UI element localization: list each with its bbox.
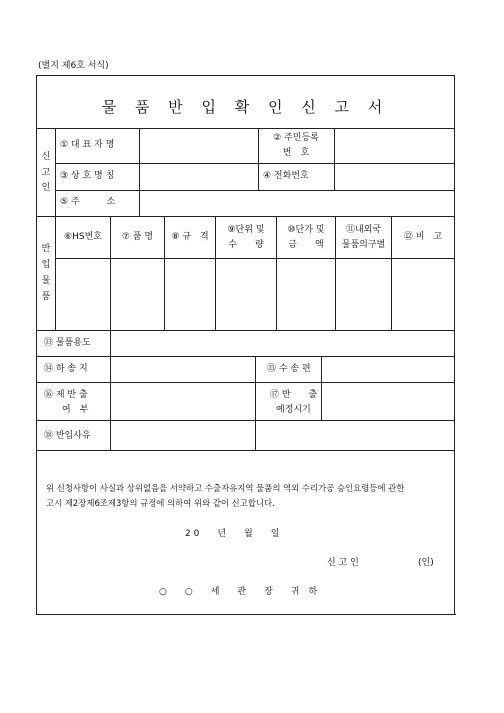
- origin-type-header: ⑪내외국: [345, 225, 382, 235]
- address-field[interactable]: [140, 191, 453, 216]
- origin-type-header-2: 물품의구별: [341, 240, 386, 250]
- transport-field[interactable]: [322, 357, 454, 382]
- company-label: ③ 상 호 명 칭: [60, 171, 115, 181]
- usage-label: ⑬ 물품용도: [44, 338, 91, 348]
- form-title: 물 품 반 입 확 인 신 고 서: [101, 98, 390, 116]
- addressee: ○ ○ 세 관 장 귀 하: [159, 587, 318, 597]
- seal-mark: (인): [418, 558, 434, 568]
- reexport-field[interactable]: [111, 383, 255, 420]
- goods-entry-area[interactable]: [56, 259, 454, 330]
- usage-field[interactable]: [111, 331, 454, 356]
- unit-qty-header-2: 수 량: [228, 240, 264, 250]
- declaration-line-1: 위 신청사항이 사실과 상위없음을 서약하고 수출자유지역 물품의 역외 수리가공 승인요령등에 관한: [46, 483, 405, 493]
- form-reference: (별지 제6호 서식): [38, 61, 109, 71]
- reg-no-label-2: 번 호: [282, 148, 310, 158]
- destination-label: ⑭ 하 송 지: [44, 364, 88, 374]
- unit-qty-header: ⑨단위 및: [227, 225, 265, 235]
- phone-label: ④ 전화번호: [263, 171, 309, 181]
- signer-label: 신 고 인: [327, 558, 359, 568]
- item-name-header: ⑦ 품 명: [121, 232, 154, 242]
- company-field[interactable]: [140, 164, 257, 190]
- rep-name-label: ① 대 표 자 명: [60, 140, 115, 150]
- planned-date-label: ⑰ 반 출: [270, 390, 318, 400]
- address-label: ⑤ 주 소: [60, 197, 116, 207]
- reg-no-label: ② 주민등록: [273, 133, 319, 143]
- destination-field[interactable]: [111, 357, 255, 382]
- price-amount-header: ⑩단가 및: [287, 225, 325, 235]
- reexport-label-2: 여 부: [62, 405, 89, 415]
- phone-field[interactable]: [335, 164, 453, 190]
- declaration-date: 2 0 년 월 일: [185, 529, 280, 539]
- planned-date-label-2: 예정시기: [276, 405, 311, 415]
- transport-label: ⑮ 수 송 편: [267, 364, 311, 374]
- reexport-label: ⑯ 제 반 출: [44, 390, 88, 400]
- spec-header: ⑧ 규 격: [171, 232, 209, 242]
- remarks-header: ⑫ 비 고: [403, 232, 443, 242]
- price-amount-header-2: 금 액: [288, 240, 324, 250]
- planned-date-field[interactable]: [322, 383, 454, 420]
- reason-label: ⑱ 반입사유: [44, 431, 91, 441]
- reason-field[interactable]: [111, 421, 255, 450]
- rep-name-field[interactable]: [140, 129, 257, 163]
- hs-code-header: ⑥HS번호: [64, 232, 102, 242]
- declaration-line-2: 고시 제2장제6조제3항의 규정에 의하여 위와 같이 신고합니다.: [46, 498, 275, 508]
- reg-no-field[interactable]: [335, 129, 453, 163]
